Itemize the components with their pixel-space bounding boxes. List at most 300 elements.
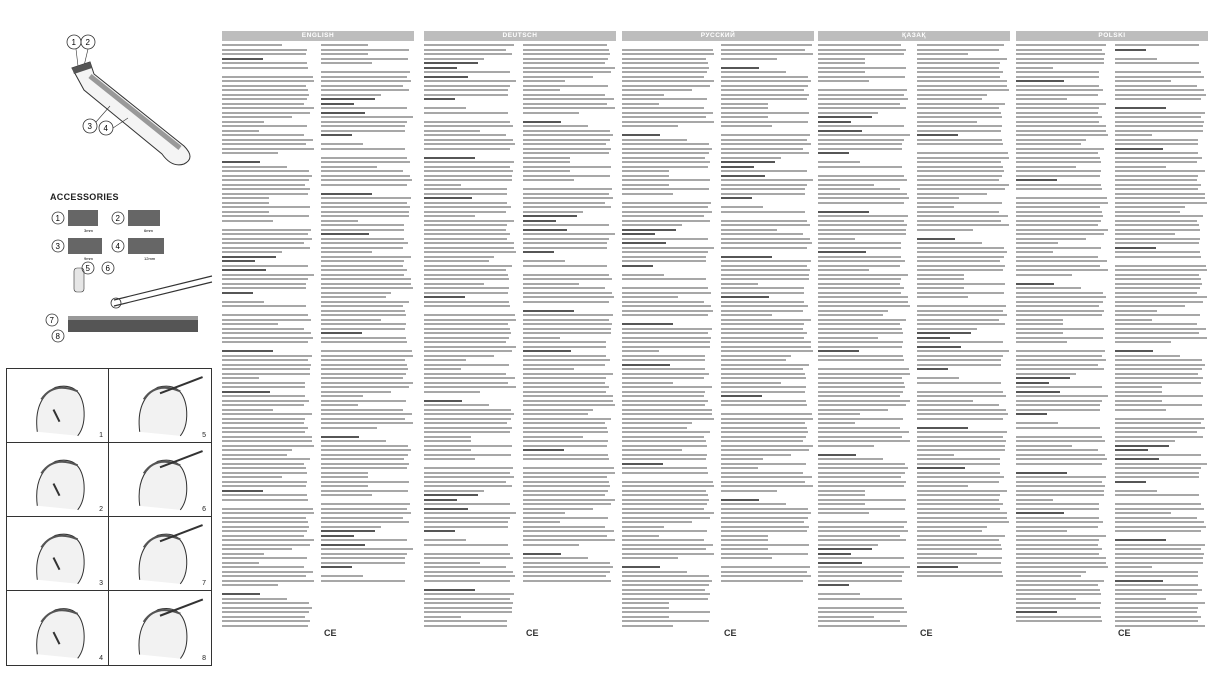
text-line bbox=[917, 346, 961, 348]
text-line bbox=[424, 193, 507, 195]
text-line bbox=[622, 359, 705, 361]
text-line bbox=[917, 476, 1004, 478]
text-line bbox=[1115, 116, 1201, 118]
text-line bbox=[1016, 67, 1053, 69]
text-line bbox=[721, 269, 810, 271]
text-line bbox=[818, 400, 910, 402]
text-line bbox=[321, 148, 405, 150]
text-line bbox=[1115, 206, 1185, 208]
text-line bbox=[321, 314, 406, 316]
text-line bbox=[222, 584, 278, 586]
text-line bbox=[523, 224, 609, 226]
text-line bbox=[1115, 229, 1200, 231]
text-line bbox=[721, 355, 791, 357]
text-line bbox=[818, 391, 903, 393]
text-line bbox=[818, 67, 906, 69]
text-line bbox=[424, 346, 516, 348]
text-line bbox=[321, 337, 406, 339]
text-line bbox=[1016, 233, 1104, 235]
text-line bbox=[917, 229, 973, 231]
text-line bbox=[1016, 89, 1103, 91]
haircut-steps-grid bbox=[6, 368, 212, 666]
text-line bbox=[424, 607, 512, 609]
text-line bbox=[1016, 269, 1108, 271]
text-line bbox=[721, 193, 805, 195]
text-line bbox=[1016, 85, 1099, 87]
text-line bbox=[622, 485, 714, 487]
text-line bbox=[818, 220, 904, 222]
text-line bbox=[424, 575, 515, 577]
text-line bbox=[917, 152, 1008, 154]
text-line bbox=[424, 188, 507, 190]
text-line bbox=[523, 508, 593, 510]
text-line bbox=[622, 89, 692, 91]
text-line bbox=[424, 305, 510, 307]
text-line bbox=[1016, 170, 1101, 172]
text-line bbox=[1115, 89, 1204, 91]
text-line bbox=[917, 427, 968, 429]
text-line bbox=[222, 58, 263, 60]
text-line bbox=[424, 440, 471, 442]
text-line bbox=[222, 175, 312, 177]
text-line bbox=[424, 521, 508, 523]
text-line bbox=[1115, 548, 1201, 550]
text-line bbox=[424, 445, 512, 447]
text-line bbox=[818, 224, 907, 226]
text-line bbox=[321, 184, 407, 186]
text-line bbox=[1016, 188, 1102, 190]
text-line bbox=[1016, 179, 1057, 181]
step-number: 7 bbox=[202, 580, 206, 587]
text-line bbox=[1016, 625, 1109, 627]
text-line bbox=[424, 53, 512, 55]
text-line bbox=[917, 283, 1005, 285]
text-line bbox=[1115, 490, 1157, 492]
text-line bbox=[321, 139, 414, 141]
text-line bbox=[1115, 382, 1201, 384]
text-line bbox=[1115, 49, 1146, 51]
text-line bbox=[818, 467, 908, 469]
text-line bbox=[424, 121, 510, 123]
text-line bbox=[222, 409, 273, 411]
text-line bbox=[622, 233, 655, 235]
svg-text:7: 7 bbox=[49, 316, 54, 325]
text-line bbox=[917, 157, 1009, 159]
text-line bbox=[622, 355, 705, 357]
text-line bbox=[721, 85, 808, 87]
text-line bbox=[222, 278, 308, 280]
text-line bbox=[222, 436, 312, 438]
text-line bbox=[721, 467, 758, 469]
text-line bbox=[321, 490, 408, 492]
text-line bbox=[523, 364, 605, 366]
text-line bbox=[321, 382, 413, 384]
text-line bbox=[622, 427, 687, 429]
text-line bbox=[1016, 571, 1086, 573]
text-line bbox=[818, 107, 906, 109]
haircut-step-8 bbox=[109, 591, 211, 665]
text-line bbox=[321, 391, 391, 393]
text-line bbox=[818, 287, 904, 289]
text-line bbox=[1016, 413, 1047, 415]
text-line bbox=[622, 445, 707, 447]
text-line bbox=[818, 247, 901, 249]
text-line bbox=[721, 494, 814, 496]
text-line bbox=[818, 548, 872, 550]
text-line bbox=[523, 71, 611, 73]
text-line bbox=[1016, 431, 1109, 433]
text-line bbox=[1016, 395, 1108, 397]
text-line bbox=[523, 553, 561, 555]
text-line bbox=[222, 170, 309, 172]
text-line bbox=[523, 575, 606, 577]
text-line bbox=[818, 544, 878, 546]
text-line bbox=[1115, 161, 1197, 163]
text-line bbox=[818, 472, 905, 474]
svg-text:2: 2 bbox=[115, 214, 120, 223]
text-line bbox=[523, 418, 611, 420]
text-line bbox=[818, 71, 865, 73]
text-line bbox=[622, 377, 704, 379]
text-line bbox=[818, 296, 908, 298]
text-line bbox=[622, 625, 673, 627]
text-line bbox=[622, 161, 710, 163]
text-line bbox=[1115, 283, 1202, 285]
text-line bbox=[1115, 355, 1180, 357]
text-line bbox=[222, 166, 287, 168]
text-line bbox=[424, 535, 517, 537]
text-line bbox=[622, 94, 664, 96]
text-line bbox=[424, 377, 515, 379]
text-line bbox=[917, 490, 1007, 492]
text-line bbox=[1016, 265, 1100, 267]
text-line bbox=[1115, 386, 1162, 388]
text-line bbox=[424, 62, 478, 64]
text-line bbox=[321, 206, 410, 208]
text-line bbox=[622, 530, 707, 532]
text-line bbox=[321, 481, 409, 483]
text-line bbox=[917, 265, 1005, 267]
text-line bbox=[917, 112, 1001, 114]
text-line bbox=[1016, 323, 1063, 325]
text-line bbox=[523, 112, 579, 114]
text-line bbox=[1115, 458, 1159, 460]
text-line bbox=[222, 346, 315, 348]
text-line bbox=[321, 98, 375, 100]
text-line bbox=[721, 305, 808, 307]
text-line bbox=[523, 404, 615, 406]
text-line bbox=[622, 130, 715, 132]
text-line bbox=[424, 206, 511, 208]
text-line bbox=[917, 305, 1006, 307]
text-line bbox=[622, 382, 673, 384]
text-line bbox=[1016, 508, 1099, 510]
text-line bbox=[622, 166, 708, 168]
text-line bbox=[523, 170, 570, 172]
text-line bbox=[917, 179, 999, 181]
text-line bbox=[321, 224, 404, 226]
text-line bbox=[424, 202, 507, 204]
text-line bbox=[818, 148, 902, 150]
text-line bbox=[424, 112, 508, 114]
text-line bbox=[321, 503, 410, 505]
text-line bbox=[222, 143, 306, 145]
text-line bbox=[1115, 368, 1202, 370]
text-line bbox=[1016, 490, 1104, 492]
text-line bbox=[1016, 589, 1100, 591]
text-line bbox=[424, 85, 510, 87]
text-line bbox=[222, 400, 309, 402]
text-line bbox=[321, 494, 372, 496]
text-line bbox=[424, 548, 517, 550]
ce-mark: CE bbox=[526, 628, 539, 638]
text-line bbox=[321, 134, 352, 136]
text-line bbox=[622, 305, 711, 307]
text-line bbox=[1115, 377, 1203, 379]
text-line bbox=[818, 395, 900, 397]
text-line bbox=[721, 548, 768, 550]
text-line bbox=[1016, 184, 1101, 186]
text-line bbox=[721, 332, 807, 334]
text-line bbox=[917, 557, 1002, 559]
text-line bbox=[917, 161, 1001, 163]
text-line bbox=[523, 179, 574, 181]
text-line bbox=[1115, 391, 1162, 393]
text-line bbox=[917, 188, 1005, 190]
text-line bbox=[622, 67, 709, 69]
text-line bbox=[523, 526, 605, 528]
text-line bbox=[622, 472, 708, 474]
text-line bbox=[523, 571, 610, 573]
text-line bbox=[622, 215, 704, 217]
text-line bbox=[818, 521, 907, 523]
text-line bbox=[424, 148, 510, 150]
text-line bbox=[622, 391, 705, 393]
text-line bbox=[721, 107, 768, 109]
text-line bbox=[523, 314, 613, 316]
text-line bbox=[721, 238, 810, 240]
text-line bbox=[917, 364, 1001, 366]
text-line bbox=[818, 409, 888, 411]
text-line bbox=[622, 602, 669, 604]
text-line bbox=[523, 260, 565, 262]
text-line bbox=[818, 143, 902, 145]
text-line bbox=[622, 418, 714, 420]
text-line bbox=[1016, 404, 1100, 406]
text-line bbox=[321, 553, 407, 555]
text-line bbox=[622, 346, 710, 348]
text-line bbox=[622, 521, 692, 523]
text-line bbox=[222, 602, 309, 604]
text-line bbox=[1016, 382, 1049, 384]
text-line bbox=[818, 346, 902, 348]
text-line bbox=[424, 224, 507, 226]
text-line bbox=[818, 134, 910, 136]
text-line bbox=[222, 85, 306, 87]
text-line bbox=[321, 427, 377, 429]
text-line bbox=[321, 436, 359, 438]
text-line bbox=[1016, 386, 1102, 388]
text-line bbox=[917, 49, 999, 51]
text-line bbox=[1115, 224, 1199, 226]
text-line bbox=[721, 283, 758, 285]
text-line bbox=[222, 116, 292, 118]
text-line bbox=[721, 94, 809, 96]
text-line bbox=[222, 526, 309, 528]
text-line bbox=[222, 332, 311, 334]
column-polski bbox=[1016, 32, 1208, 672]
text-line bbox=[818, 431, 909, 433]
text-line bbox=[424, 44, 514, 46]
text-line bbox=[424, 283, 484, 285]
accessories-illustration bbox=[44, 192, 219, 352]
text-line bbox=[917, 494, 1000, 496]
text-line bbox=[1016, 53, 1105, 55]
text-line bbox=[622, 139, 687, 141]
text-line bbox=[523, 400, 613, 402]
text-line bbox=[424, 152, 517, 154]
text-line bbox=[321, 62, 372, 64]
text-line bbox=[1016, 314, 1102, 316]
text-line bbox=[622, 494, 708, 496]
text-line bbox=[222, 251, 282, 253]
text-line bbox=[818, 440, 910, 442]
text-line bbox=[523, 332, 611, 334]
text-line bbox=[1016, 557, 1106, 559]
text-line bbox=[1016, 62, 1104, 64]
text-line bbox=[321, 548, 413, 550]
text-line bbox=[321, 526, 381, 528]
text-line bbox=[1115, 602, 1205, 604]
text-line bbox=[1016, 530, 1067, 532]
text-line bbox=[721, 454, 791, 456]
text-line bbox=[917, 485, 968, 487]
text-line bbox=[622, 562, 715, 564]
text-line bbox=[917, 58, 1007, 60]
text-line bbox=[222, 202, 269, 204]
svg-text:3: 3 bbox=[87, 122, 92, 131]
text-line bbox=[1016, 202, 1108, 204]
text-line bbox=[424, 544, 508, 546]
text-line bbox=[721, 139, 807, 141]
text-line bbox=[523, 89, 560, 91]
text-line bbox=[424, 467, 513, 469]
text-line bbox=[721, 49, 805, 51]
text-line bbox=[1115, 265, 1206, 267]
text-line bbox=[917, 143, 1003, 145]
text-line bbox=[1115, 94, 1206, 96]
text-line bbox=[1016, 247, 1101, 249]
text-line bbox=[818, 332, 903, 334]
text-line bbox=[222, 391, 270, 393]
text-line bbox=[1016, 620, 1102, 622]
text-line bbox=[523, 94, 605, 96]
text-line bbox=[523, 301, 609, 303]
text-line bbox=[1016, 125, 1106, 127]
text-line bbox=[1016, 368, 1104, 370]
text-line bbox=[721, 121, 808, 123]
text-line bbox=[917, 481, 999, 483]
text-line bbox=[917, 404, 999, 406]
text-line bbox=[222, 535, 304, 537]
text-line bbox=[222, 467, 306, 469]
text-line bbox=[917, 391, 1003, 393]
text-line bbox=[818, 341, 903, 343]
text-line bbox=[523, 427, 607, 429]
text-line bbox=[818, 602, 911, 604]
text-line bbox=[1115, 130, 1203, 132]
text-line bbox=[818, 503, 865, 505]
text-line bbox=[523, 395, 613, 397]
text-line bbox=[1016, 98, 1067, 100]
text-line bbox=[917, 413, 1008, 415]
text-line bbox=[523, 130, 610, 132]
column-header-polski: POLSKI bbox=[1016, 31, 1208, 41]
text-line bbox=[222, 148, 314, 150]
text-line bbox=[818, 512, 869, 514]
text-line bbox=[818, 193, 907, 195]
text-line bbox=[424, 287, 509, 289]
text-line bbox=[721, 359, 786, 361]
text-line bbox=[222, 364, 311, 366]
text-line bbox=[818, 553, 851, 555]
text-line bbox=[321, 220, 358, 222]
text-line bbox=[424, 157, 475, 159]
text-line bbox=[1115, 62, 1199, 64]
text-line bbox=[818, 121, 851, 123]
text-line bbox=[1016, 485, 1105, 487]
text-line bbox=[721, 490, 777, 492]
text-block bbox=[917, 44, 1010, 664]
text-block bbox=[721, 44, 814, 664]
text-line bbox=[818, 616, 874, 618]
text-line bbox=[222, 53, 306, 55]
text-line bbox=[424, 359, 466, 361]
text-line bbox=[222, 89, 308, 91]
text-line bbox=[1115, 337, 1207, 339]
text-line bbox=[222, 134, 304, 136]
text-line bbox=[1115, 508, 1204, 510]
text-line bbox=[721, 224, 810, 226]
text-line bbox=[424, 530, 455, 532]
text-line bbox=[1016, 445, 1072, 447]
text-line bbox=[622, 589, 705, 591]
text-line bbox=[424, 494, 478, 496]
text-line bbox=[1016, 112, 1098, 114]
head-drawing bbox=[7, 517, 108, 590]
text-line bbox=[1016, 454, 1105, 456]
text-line bbox=[321, 193, 372, 195]
text-line bbox=[222, 76, 313, 78]
text-line bbox=[721, 508, 808, 510]
text-line bbox=[1016, 310, 1104, 312]
haircut-step-4 bbox=[109, 443, 211, 517]
text-line bbox=[424, 422, 507, 424]
text-line bbox=[424, 130, 480, 132]
text-line bbox=[818, 476, 901, 478]
text-line bbox=[321, 517, 403, 519]
text-line bbox=[424, 58, 484, 60]
text-line bbox=[222, 184, 305, 186]
text-line bbox=[1016, 611, 1057, 613]
text-line bbox=[321, 242, 408, 244]
text-line bbox=[917, 148, 1010, 150]
text-line bbox=[523, 44, 607, 46]
text-line bbox=[523, 472, 615, 474]
text-line bbox=[622, 247, 714, 249]
text-line bbox=[424, 602, 513, 604]
text-line bbox=[622, 341, 710, 343]
